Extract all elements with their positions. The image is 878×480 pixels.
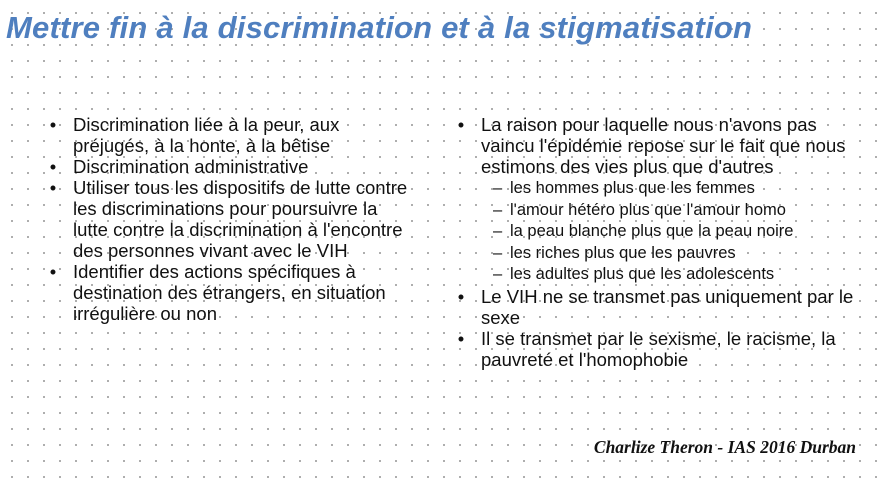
dash-mark: – bbox=[493, 222, 503, 240]
dash-mark: – bbox=[493, 243, 503, 262]
sub-bullet-item bbox=[481, 243, 870, 265]
bullet-item bbox=[44, 261, 416, 324]
sub-bullet-item bbox=[481, 200, 870, 222]
sub-bullet-item bbox=[481, 221, 870, 243]
bullet-dot: • bbox=[457, 114, 465, 135]
dash-mark: – bbox=[493, 265, 503, 283]
dash-mark: – bbox=[493, 200, 503, 219]
bullet-text: Il se transmet par le sexisme, le racisme, la pauvreté et l'homophobie bbox=[481, 327, 836, 370]
bullet-item bbox=[452, 114, 870, 286]
sub-bullet-item bbox=[481, 264, 870, 286]
left-column bbox=[44, 114, 416, 324]
bullet-text: Discrimination administrative bbox=[73, 156, 309, 177]
bullet-dot: • bbox=[457, 327, 465, 349]
sub-bullet-text: la peau blanche plus que la peau noire bbox=[510, 222, 794, 240]
bullet-item bbox=[452, 328, 870, 370]
sub-bullet-text: les adultes plus que les adolescents bbox=[510, 265, 775, 283]
bullet-dot: • bbox=[49, 177, 57, 198]
bullet-text: Discrimination liée à la peur, aux préjugés, à la honte, à la bêtise bbox=[73, 114, 340, 156]
right-column bbox=[452, 114, 870, 370]
sub-bullet-list bbox=[481, 178, 870, 286]
bullet-item bbox=[44, 156, 416, 177]
bullet-text: Le VIH ne se transmet pas uniquement par le sexe bbox=[481, 285, 854, 328]
sub-bullet-text: les hommes plus que les femmes bbox=[510, 179, 755, 197]
bullet-item bbox=[452, 286, 870, 328]
sub-bullet-text: les riches plus que les pauvres bbox=[510, 243, 736, 262]
sub-bullet-item bbox=[481, 178, 870, 200]
bullet-dot: • bbox=[457, 285, 465, 307]
signature-credit: Charlize Theron - IAS 2016 Durban bbox=[593, 437, 856, 457]
dash-mark: – bbox=[493, 179, 503, 197]
bullet-text: Utiliser tous les dispositifs de lutte contre les discriminations pour poursuivre la lutte contre la discrimination à l'encontre des personnes vivant avec le VIH bbox=[73, 177, 408, 261]
bullet-dot: • bbox=[49, 114, 57, 135]
bullet-text: Identifier des actions spécifiques à destination des étrangers, en situation irrégulière ou non bbox=[73, 261, 386, 324]
left-bullet-list bbox=[44, 114, 416, 324]
bullet-dot: • bbox=[49, 261, 57, 282]
right-bullet-list bbox=[452, 114, 870, 370]
sub-bullet-text: l'amour hétéro plus que l'amour homo bbox=[510, 200, 786, 219]
bullet-text: La raison pour laquelle nous n'avons pas vaincu l'épidémie repose sur le fait que nous estimons des vies plus que d'autres bbox=[481, 114, 846, 177]
bullet-item bbox=[44, 177, 416, 261]
bullet-item bbox=[44, 114, 416, 156]
slide-title: Mettre fin à la discrimination et à la stigmatisation bbox=[6, 10, 753, 45]
bullet-dot: • bbox=[49, 156, 57, 177]
